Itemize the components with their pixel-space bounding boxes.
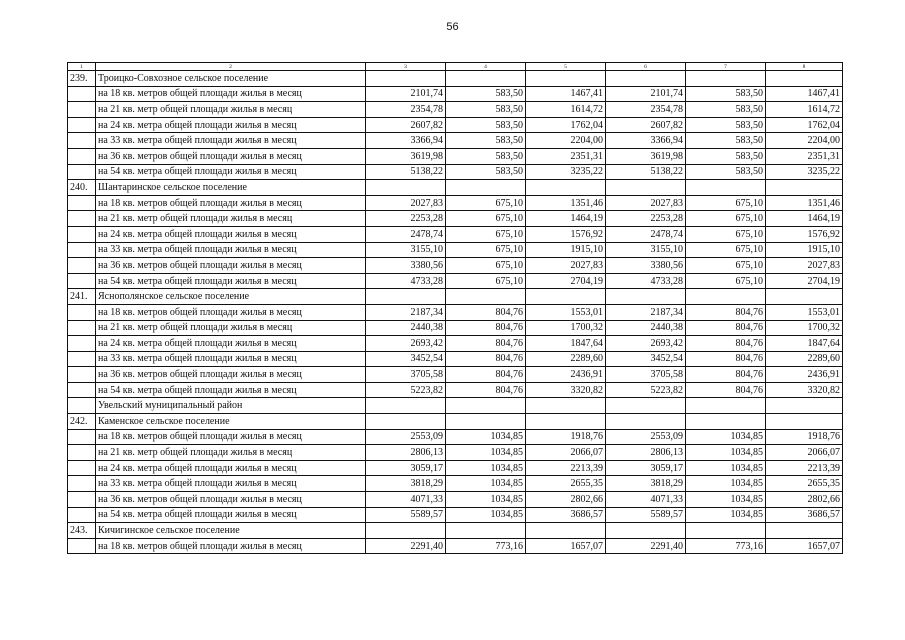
value-cell: 2607,82 — [366, 117, 446, 133]
value-cell: 3059,17 — [606, 460, 686, 476]
value-cell: 2101,74 — [606, 86, 686, 102]
section-title-cell: Увельский муниципальный район — [96, 398, 366, 414]
value-cell: 1034,85 — [446, 492, 526, 508]
value-cell: 804,76 — [446, 367, 526, 383]
value-cell: 773,16 — [446, 538, 526, 554]
empty-cell — [526, 71, 606, 87]
value-cell: 1034,85 — [686, 429, 766, 445]
value-cell: 3155,10 — [366, 242, 446, 258]
value-cell: 1915,10 — [766, 242, 843, 258]
value-cell: 2351,31 — [766, 148, 843, 164]
table-row — [68, 367, 843, 383]
value-cell: 3705,58 — [366, 367, 446, 383]
value-cell: 804,76 — [686, 304, 766, 320]
value-cell: 583,50 — [686, 102, 766, 118]
empty-cell — [686, 523, 766, 539]
value-cell: 3686,57 — [526, 507, 606, 523]
index-cell — [68, 320, 96, 336]
value-cell: 804,76 — [686, 336, 766, 352]
value-cell: 2354,78 — [366, 102, 446, 118]
value-cell: 3619,98 — [366, 148, 446, 164]
value-cell: 675,10 — [446, 211, 526, 227]
value-cell: 583,50 — [446, 133, 526, 149]
value-cell: 1657,07 — [766, 538, 843, 554]
value-cell: 2351,31 — [526, 148, 606, 164]
value-cell: 2553,09 — [606, 429, 686, 445]
value-cell: 1467,41 — [766, 86, 843, 102]
area-label-cell: на 18 кв. метров общей площади жилья в месяц — [96, 538, 366, 554]
empty-cell — [686, 398, 766, 414]
value-cell: 1918,76 — [526, 429, 606, 445]
value-cell: 675,10 — [686, 242, 766, 258]
empty-cell — [366, 180, 446, 196]
area-label-cell: на 54 кв. метра общей площади жилья в месяц — [96, 507, 366, 523]
value-cell: 804,76 — [686, 320, 766, 336]
value-cell: 583,50 — [686, 133, 766, 149]
empty-cell — [526, 414, 606, 430]
area-label-cell: на 24 кв. метра общей площади жилья в месяц — [96, 336, 366, 352]
value-cell: 1034,85 — [446, 429, 526, 445]
value-cell: 2655,35 — [526, 476, 606, 492]
area-label-cell: на 36 кв. метров общей площади жилья в месяц — [96, 258, 366, 274]
value-cell: 1762,04 — [766, 117, 843, 133]
value-cell: 773,16 — [686, 538, 766, 554]
area-label-cell: на 36 кв. метров общей площади жилья в месяц — [96, 492, 366, 508]
value-cell: 1034,85 — [446, 445, 526, 461]
value-cell: 1700,32 — [526, 320, 606, 336]
value-cell: 5138,22 — [366, 164, 446, 180]
value-cell: 583,50 — [446, 164, 526, 180]
empty-cell — [766, 414, 843, 430]
index-cell — [68, 367, 96, 383]
value-cell: 1351,46 — [766, 195, 843, 211]
section-number-cell — [68, 398, 96, 414]
value-cell: 2802,66 — [766, 492, 843, 508]
table-row — [68, 258, 843, 274]
empty-cell — [686, 71, 766, 87]
area-label-cell: на 33 кв. метра общей площади жилья в месяц — [96, 133, 366, 149]
table-row — [68, 133, 843, 149]
value-cell: 1464,19 — [766, 211, 843, 227]
value-cell: 1034,85 — [446, 507, 526, 523]
table-row — [68, 445, 843, 461]
value-cell: 3155,10 — [606, 242, 686, 258]
value-cell: 2289,60 — [766, 351, 843, 367]
value-cell: 804,76 — [446, 351, 526, 367]
value-cell: 2655,35 — [766, 476, 843, 492]
empty-cell — [766, 71, 843, 87]
value-cell: 583,50 — [446, 148, 526, 164]
empty-cell — [446, 398, 526, 414]
value-cell: 4071,33 — [606, 492, 686, 508]
value-cell: 1467,41 — [526, 86, 606, 102]
value-cell: 804,76 — [686, 351, 766, 367]
value-cell: 583,50 — [446, 117, 526, 133]
value-cell: 583,50 — [686, 117, 766, 133]
value-cell: 3380,56 — [606, 258, 686, 274]
area-label-cell: на 54 кв. метра общей площади жилья в месяц — [96, 382, 366, 398]
value-cell: 1034,85 — [686, 476, 766, 492]
index-cell — [68, 507, 96, 523]
area-label-cell: на 18 кв. метров общей площади жилья в месяц — [96, 429, 366, 445]
empty-cell — [606, 180, 686, 196]
empty-cell — [366, 523, 446, 539]
column-number: 5 — [526, 63, 606, 71]
table-row — [68, 102, 843, 118]
index-cell — [68, 445, 96, 461]
value-cell: 1915,10 — [526, 242, 606, 258]
index-cell — [68, 164, 96, 180]
value-cell: 1034,85 — [686, 445, 766, 461]
empty-cell — [526, 523, 606, 539]
table-row — [68, 336, 843, 352]
empty-cell — [766, 398, 843, 414]
area-label-cell: на 33 кв. метра общей площади жилья в месяц — [96, 351, 366, 367]
column-number: 1 — [68, 63, 96, 71]
value-cell: 2354,78 — [606, 102, 686, 118]
area-label-cell: на 54 кв. метра общей площади жилья в месяц — [96, 273, 366, 289]
index-cell — [68, 226, 96, 242]
section-row — [68, 523, 843, 539]
section-row — [68, 414, 843, 430]
index-cell — [68, 133, 96, 149]
value-cell: 3818,29 — [606, 476, 686, 492]
empty-cell — [366, 398, 446, 414]
value-cell: 2066,07 — [766, 445, 843, 461]
area-label-cell: на 24 кв. метра общей площади жилья в месяц — [96, 226, 366, 242]
page-number: 56 — [446, 21, 459, 33]
section-number-cell: 241. — [68, 289, 96, 305]
value-cell: 1034,85 — [686, 460, 766, 476]
empty-cell — [686, 180, 766, 196]
table-row — [68, 492, 843, 508]
empty-cell — [446, 523, 526, 539]
value-cell: 2436,91 — [526, 367, 606, 383]
value-cell: 1614,72 — [766, 102, 843, 118]
index-cell — [68, 460, 96, 476]
value-cell: 4071,33 — [366, 492, 446, 508]
section-number-cell: 243. — [68, 523, 96, 539]
value-cell: 2204,00 — [766, 133, 843, 149]
index-cell — [68, 211, 96, 227]
empty-cell — [606, 398, 686, 414]
area-label-cell: на 21 кв. метр общей площади жилья в месяц — [96, 320, 366, 336]
table-row — [68, 429, 843, 445]
value-cell: 1576,92 — [766, 226, 843, 242]
value-cell: 1614,72 — [526, 102, 606, 118]
value-cell: 2289,60 — [526, 351, 606, 367]
index-cell — [68, 429, 96, 445]
value-cell: 1576,92 — [526, 226, 606, 242]
section-title-cell: Троицко-Совхозное сельское поселение — [96, 71, 366, 87]
value-cell: 2027,83 — [766, 258, 843, 274]
value-cell: 1034,85 — [686, 507, 766, 523]
value-cell: 5589,57 — [606, 507, 686, 523]
value-cell: 675,10 — [686, 211, 766, 227]
value-cell: 804,76 — [446, 336, 526, 352]
value-cell: 583,50 — [446, 86, 526, 102]
section-title-cell: Шантаринское сельское поселение — [96, 180, 366, 196]
value-cell: 2806,13 — [366, 445, 446, 461]
index-cell — [68, 86, 96, 102]
empty-cell — [606, 289, 686, 305]
column-number: 4 — [446, 63, 526, 71]
value-cell: 3235,22 — [766, 164, 843, 180]
value-cell: 2253,28 — [366, 211, 446, 227]
index-cell — [68, 273, 96, 289]
value-cell: 3452,54 — [606, 351, 686, 367]
empty-cell — [446, 71, 526, 87]
area-label-cell: на 54 кв. метра общей площади жилья в месяц — [96, 164, 366, 180]
value-cell: 2693,42 — [606, 336, 686, 352]
empty-cell — [366, 71, 446, 87]
value-cell: 804,76 — [446, 320, 526, 336]
table-row — [68, 86, 843, 102]
value-cell: 583,50 — [686, 148, 766, 164]
index-cell — [68, 195, 96, 211]
table-row — [68, 507, 843, 523]
index-cell — [68, 148, 96, 164]
value-cell: 2478,74 — [366, 226, 446, 242]
empty-cell — [766, 289, 843, 305]
value-cell: 2704,19 — [526, 273, 606, 289]
value-cell: 2607,82 — [606, 117, 686, 133]
value-cell: 1351,46 — [526, 195, 606, 211]
value-cell: 2187,34 — [606, 304, 686, 320]
value-cell: 3380,56 — [366, 258, 446, 274]
area-label-cell: на 21 кв. метр общей площади жилья в месяц — [96, 102, 366, 118]
empty-cell — [686, 414, 766, 430]
empty-cell — [766, 180, 843, 196]
value-cell: 675,10 — [686, 258, 766, 274]
table-body — [68, 71, 843, 554]
empty-cell — [526, 398, 606, 414]
index-cell — [68, 492, 96, 508]
value-cell: 675,10 — [446, 273, 526, 289]
column-number-row — [68, 63, 843, 71]
value-cell: 675,10 — [446, 226, 526, 242]
value-cell: 675,10 — [446, 195, 526, 211]
value-cell: 3818,29 — [366, 476, 446, 492]
area-label-cell: на 36 кв. метров общей площади жилья в месяц — [96, 367, 366, 383]
value-cell: 4733,28 — [366, 273, 446, 289]
index-cell — [68, 242, 96, 258]
table-row — [68, 148, 843, 164]
value-cell: 2693,42 — [366, 336, 446, 352]
value-cell: 5138,22 — [606, 164, 686, 180]
index-cell — [68, 336, 96, 352]
tariff-table — [67, 62, 843, 554]
value-cell: 1034,85 — [446, 460, 526, 476]
value-cell: 3705,58 — [606, 367, 686, 383]
value-cell: 2440,38 — [606, 320, 686, 336]
value-cell: 804,76 — [686, 382, 766, 398]
table-row — [68, 538, 843, 554]
value-cell: 3320,82 — [526, 382, 606, 398]
table-row — [68, 211, 843, 227]
empty-cell — [366, 414, 446, 430]
section-row — [68, 180, 843, 196]
empty-cell — [366, 289, 446, 305]
value-cell: 804,76 — [686, 367, 766, 383]
table-row — [68, 304, 843, 320]
table-row — [68, 476, 843, 492]
value-cell: 2802,66 — [526, 492, 606, 508]
value-cell: 5223,82 — [606, 382, 686, 398]
table-row — [68, 195, 843, 211]
column-number: 7 — [686, 63, 766, 71]
value-cell: 1034,85 — [686, 492, 766, 508]
value-cell: 2213,39 — [526, 460, 606, 476]
value-cell: 3366,94 — [366, 133, 446, 149]
index-cell — [68, 304, 96, 320]
value-cell: 3320,82 — [766, 382, 843, 398]
section-title-cell: Кичигинское сельское поселение — [96, 523, 366, 539]
index-cell — [68, 258, 96, 274]
value-cell: 4733,28 — [606, 273, 686, 289]
section-number-cell: 242. — [68, 414, 96, 430]
value-cell: 3235,22 — [526, 164, 606, 180]
empty-cell — [526, 289, 606, 305]
value-cell: 3619,98 — [606, 148, 686, 164]
value-cell: 2478,74 — [606, 226, 686, 242]
value-cell: 2436,91 — [766, 367, 843, 383]
table-row — [68, 382, 843, 398]
value-cell: 804,76 — [446, 304, 526, 320]
column-number: 3 — [366, 63, 446, 71]
column-number: 2 — [96, 63, 366, 71]
index-cell — [68, 117, 96, 133]
empty-cell — [606, 71, 686, 87]
value-cell: 675,10 — [686, 273, 766, 289]
index-cell — [68, 102, 96, 118]
section-row — [68, 71, 843, 87]
value-cell: 2204,00 — [526, 133, 606, 149]
value-cell: 583,50 — [686, 86, 766, 102]
area-label-cell: на 24 кв. метра общей площади жилья в месяц — [96, 117, 366, 133]
empty-cell — [446, 180, 526, 196]
value-cell: 2027,83 — [526, 258, 606, 274]
empty-cell — [606, 414, 686, 430]
value-cell: 675,10 — [686, 195, 766, 211]
value-cell: 1847,64 — [526, 336, 606, 352]
index-cell — [68, 476, 96, 492]
section-number-cell: 240. — [68, 180, 96, 196]
value-cell: 1034,85 — [446, 476, 526, 492]
value-cell: 583,50 — [686, 164, 766, 180]
value-cell: 2291,40 — [606, 538, 686, 554]
value-cell: 2101,74 — [366, 86, 446, 102]
empty-cell — [766, 523, 843, 539]
index-cell — [68, 538, 96, 554]
value-cell: 2027,83 — [366, 195, 446, 211]
column-number: 6 — [606, 63, 686, 71]
value-cell: 675,10 — [686, 226, 766, 242]
value-cell: 1553,01 — [766, 304, 843, 320]
value-cell: 2806,13 — [606, 445, 686, 461]
empty-cell — [446, 289, 526, 305]
value-cell: 675,10 — [446, 242, 526, 258]
value-cell: 2440,38 — [366, 320, 446, 336]
value-cell: 1918,76 — [766, 429, 843, 445]
table-row — [68, 226, 843, 242]
value-cell: 3366,94 — [606, 133, 686, 149]
index-cell — [68, 382, 96, 398]
table-row — [68, 460, 843, 476]
value-cell: 2704,19 — [766, 273, 843, 289]
column-number: 8 — [766, 63, 843, 71]
section-number-cell: 239. — [68, 71, 96, 87]
table-row — [68, 242, 843, 258]
table-row — [68, 164, 843, 180]
area-label-cell: на 36 кв. метров общей площади жилья в месяц — [96, 148, 366, 164]
area-label-cell: на 24 кв. метра общей площади жилья в месяц — [96, 460, 366, 476]
section-title-cell: Каменское сельское поселение — [96, 414, 366, 430]
area-label-cell: на 18 кв. метров общей площади жилья в месяц — [96, 304, 366, 320]
value-cell: 675,10 — [446, 258, 526, 274]
area-label-cell: на 21 кв. метр общей площади жилья в месяц — [96, 211, 366, 227]
value-cell: 1700,32 — [766, 320, 843, 336]
value-cell: 2291,40 — [366, 538, 446, 554]
value-cell: 2027,83 — [606, 195, 686, 211]
table-row — [68, 117, 843, 133]
value-cell: 1657,07 — [526, 538, 606, 554]
area-label-cell: на 33 кв. метра общей площади жилья в месяц — [96, 242, 366, 258]
section-row — [68, 289, 843, 305]
value-cell: 2213,39 — [766, 460, 843, 476]
empty-cell — [686, 289, 766, 305]
value-cell: 5589,57 — [366, 507, 446, 523]
value-cell: 3686,57 — [766, 507, 843, 523]
value-cell: 804,76 — [446, 382, 526, 398]
value-cell: 2253,28 — [606, 211, 686, 227]
value-cell: 1762,04 — [526, 117, 606, 133]
value-cell: 3059,17 — [366, 460, 446, 476]
empty-cell — [606, 523, 686, 539]
area-label-cell: на 18 кв. метров общей площади жилья в месяц — [96, 195, 366, 211]
table-row — [68, 320, 843, 336]
empty-cell — [526, 180, 606, 196]
value-cell: 2066,07 — [526, 445, 606, 461]
district-row — [68, 398, 843, 414]
value-cell: 5223,82 — [366, 382, 446, 398]
value-cell: 2553,09 — [366, 429, 446, 445]
section-title-cell: Яснополянское сельское поселение — [96, 289, 366, 305]
value-cell: 1553,01 — [526, 304, 606, 320]
value-cell: 1464,19 — [526, 211, 606, 227]
table-row — [68, 273, 843, 289]
value-cell: 2187,34 — [366, 304, 446, 320]
table-row — [68, 351, 843, 367]
value-cell: 583,50 — [446, 102, 526, 118]
value-cell: 3452,54 — [366, 351, 446, 367]
area-label-cell: на 18 кв. метров общей площади жилья в месяц — [96, 86, 366, 102]
area-label-cell: на 21 кв. метр общей площади жилья в месяц — [96, 445, 366, 461]
table-header — [68, 63, 843, 71]
value-cell: 1847,64 — [766, 336, 843, 352]
empty-cell — [446, 414, 526, 430]
area-label-cell: на 33 кв. метра общей площади жилья в месяц — [96, 476, 366, 492]
index-cell — [68, 351, 96, 367]
